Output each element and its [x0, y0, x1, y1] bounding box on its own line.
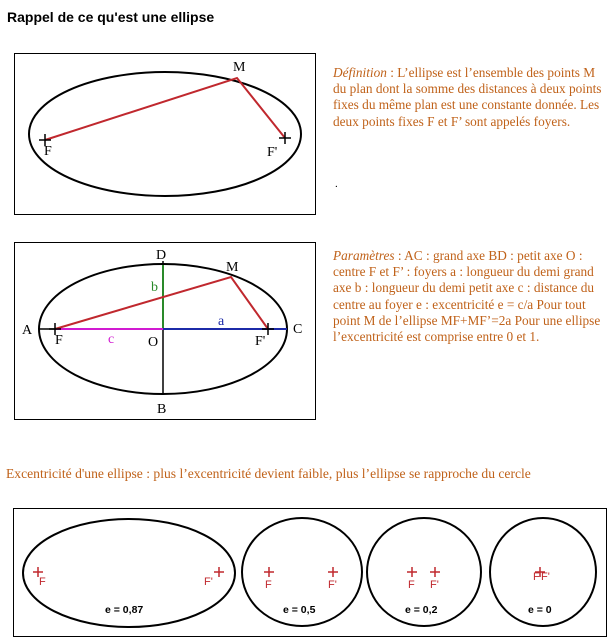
- ellipse-f-label: F: [408, 579, 415, 591]
- ellipse-f-label: F: [265, 579, 272, 591]
- definition-text: : L’ellipse est l’ensemble des points M du plan dont la somme des distances à deux points fixes du même plan est une constante donnée. Les deux points fixes F et F’ sont appelés foyers.: [333, 65, 602, 129]
- parameters-label: Paramètres: [333, 248, 395, 263]
- eccentricity-text: Excentricité d'une ellipse : plus l’excentricité devient faible, plus l’ellipse se rapproche du cercle: [6, 466, 531, 481]
- ellipse-e-label: e = 0: [528, 604, 552, 616]
- ellipse-f-label: F: [533, 571, 540, 583]
- ellipse-e02: [367, 518, 481, 626]
- label-c-length: c: [108, 332, 115, 347]
- label-a-point: A: [22, 323, 33, 338]
- label-m: M: [233, 60, 246, 75]
- ellipse-f-label: F: [39, 576, 46, 588]
- definition-paragraph: [333, 65, 611, 130]
- ellipse-f-prime-label: F': [430, 579, 439, 591]
- label-a-length: a: [218, 314, 225, 329]
- ellipse-f-prime-label: F': [541, 571, 550, 583]
- distance-lines: [45, 78, 285, 140]
- distance-lines: [55, 277, 268, 329]
- ellipse-f-prime-label: F': [328, 579, 337, 591]
- definition-label: Définition: [333, 65, 387, 80]
- ellipse-e0: [490, 518, 596, 626]
- label-o: O: [148, 335, 159, 350]
- definition-diagram: [14, 53, 316, 215]
- label-f-prime: F': [267, 145, 278, 160]
- label-d: D: [156, 248, 167, 263]
- label-f-prime: F': [255, 334, 266, 349]
- trailing-dot: .: [335, 178, 338, 190]
- label-c-point: C: [293, 322, 303, 337]
- ellipse-e05: [242, 518, 362, 626]
- ellipse-e-label: e = 0,87: [105, 604, 144, 616]
- parameters-text: : AC : grand axe BD : petit axe O : centre F et F’ : foyers a : longueur du demi grand axe b : longueur du demi petit axe c : distance du centre au foyer e : excentricité e = c/a Pour tout point M de l’ellipse MF+MF’=2a Pour une ellipse l’excentricité est comprise entre 0 et 1.: [333, 248, 601, 345]
- ellipse-e-label: e = 0,2: [405, 604, 438, 616]
- parameters-diagram: [14, 242, 316, 420]
- ellipse-e-label: e = 0,5: [283, 604, 316, 616]
- ellipse-f-prime-label: F': [204, 576, 213, 588]
- label-f: F: [44, 144, 52, 159]
- label-b-length: b: [151, 280, 158, 295]
- label-f: F: [55, 333, 63, 348]
- ellipse-outline: [29, 72, 301, 196]
- eccentricity-diagram: [13, 508, 607, 637]
- ellipse-e087: [23, 519, 235, 627]
- page-title: Rappel de ce qu'est une ellipse: [7, 9, 215, 25]
- parameters-paragraph: [333, 248, 609, 345]
- label-b-point: B: [157, 402, 167, 417]
- label-m: M: [226, 260, 239, 275]
